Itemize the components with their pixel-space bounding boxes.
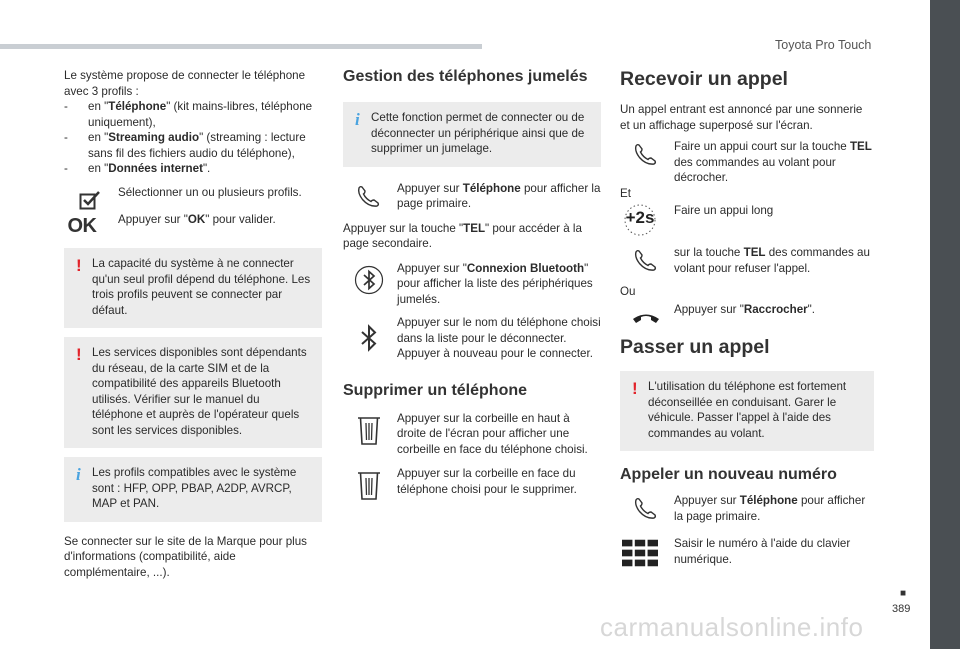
section-title-receive-call: Recevoir un appel [620, 68, 788, 90]
warning-box-profile: ! La capacité du système à ne connecter qu'un seul profil dépend du téléphone. Les trois profils peuvent se connecter par défaut. [64, 248, 322, 328]
chapter-sidebar [930, 0, 960, 649]
profile-item: - en "Téléphone" (kit mains-libres, téléphone uniquement), [64, 99, 322, 130]
warning-icon: ! [76, 256, 82, 275]
checkbox-icon [72, 185, 108, 215]
header-rule [0, 44, 482, 49]
incoming-call-intro: Un appel entrant est annoncé par une sonnerie et un affichage superposé sur l'écran. [620, 103, 863, 132]
column-3 [620, 68, 874, 567]
phone-handset-icon [628, 139, 664, 169]
info-box-profiles: i Les profils compatibles avec le système sont : HFP, OPP, PBAP, A2DP, AVRCP, MAP et PAN. [64, 457, 322, 522]
phone-handset-icon [351, 181, 387, 211]
phone-handset-icon [628, 245, 664, 275]
profile-item: - en "Données internet". [64, 161, 322, 177]
section-title-new-number: Appeler un nouveau numéro [620, 466, 837, 483]
step-short-press-tel: Faire un appui court sur la touche TEL des commandes au volant pour décrocher. [620, 139, 874, 186]
step-long-press: +2s Faire un appui long [620, 203, 874, 237]
section-title-delete-phone: Supprimer un téléphone [343, 381, 528, 399]
trash-icon [351, 415, 387, 445]
profiles-list [64, 99, 322, 177]
warning-box-driving: ! L'utilisation du téléphone est fortement déconseillée en conduisant. Garer le véhicule. Passer l'appel à l'aide des commandes au volant. [620, 371, 874, 451]
info-box-pairing: i Cette fonction permet de connecter ou de déconnecter un périphérique ainsi que de supprimer un jumelage. [343, 102, 601, 167]
ok-icon: OK [67, 215, 97, 238]
step-select-profiles: Sélectionner un ou plusieurs profils. [64, 185, 322, 201]
column-2 [343, 68, 601, 497]
step-trash-delete: Appuyer sur la corbeille en face du téléphone choisi pour le supprimer. [343, 466, 601, 497]
profile-item: - en "Streaming audio" (streaming : lecture sans fil des fichiers audio du téléphone), [64, 130, 322, 161]
keypad-icon [622, 538, 658, 568]
step-keypad: Saisir le numéro à l'aide du clavier numérique. [620, 536, 874, 567]
page-number: 389 [892, 603, 911, 615]
info-icon: i [355, 110, 360, 129]
step-refuse-call: sur la touche TEL des commandes au volant pour refuser l'appel. [620, 245, 874, 276]
bluetooth-icon [351, 323, 387, 353]
step-connect-disconnect: Appuyer sur le nom du téléphone choisi dans la liste pour le déconnecter. Appuyer à nouveau pour le connecter. [343, 315, 601, 362]
column-1 [64, 68, 322, 580]
header-title: Toyota Pro Touch [775, 38, 872, 52]
step-phone-primary-2: Appuyer sur Téléphone pour afficher la page primaire. [620, 493, 874, 524]
info-icon: i [76, 465, 81, 484]
section-title-make-call: Passer un appel [620, 336, 770, 358]
watermark: carmanualsonline.info [600, 612, 864, 642]
long-press-2s-icon: +2s [620, 203, 660, 237]
page-dot: ■ [900, 588, 907, 599]
warning-icon: ! [76, 345, 82, 364]
step-hang-up: Appuyer sur "Raccrocher". [620, 302, 874, 318]
section-title-paired-phones: Gestion des téléphones jumelés [343, 68, 588, 85]
trash-icon [351, 470, 387, 500]
brand-site-note: Se connecter sur le site de la Marque pour plus d'informations (compatibilité, aide complémentaire, ...). [64, 534, 307, 579]
step-phone-primary: Appuyer sur Téléphone pour afficher la page primaire. [343, 181, 601, 212]
step-validate-ok: OK Appuyer sur "OK" pour valider. [64, 212, 322, 242]
phone-handset-icon [628, 493, 664, 523]
warning-icon: ! [632, 379, 638, 398]
hang-up-icon [628, 302, 664, 332]
label-et: Et [620, 186, 631, 200]
tel-key-text: Appuyer sur la touche "TEL" pour accéder à la page secondaire. [343, 221, 582, 250]
warning-box-services: ! Les services disponibles sont dépendants du réseau, de la carte SIM et de la compatibilité des appareils Bluetooth utilisés. Vérifier sur le manuel du téléphone et auprès de l'opérateur quels sont les services disponibles. [64, 337, 322, 448]
profiles-intro: Le système propose de connecter le téléphone avec 3 profils : [64, 69, 306, 98]
bluetooth-connection-icon [351, 265, 387, 295]
label-ou: Ou [620, 285, 636, 298]
step-bluetooth-connection: Appuyer sur "Connexion Bluetooth" pour afficher la liste des périphériques jumelés. [343, 261, 601, 308]
step-trash-top: Appuyer sur la corbeille en haut à droite de l'écran pour afficher une corbeille en face du téléphone choisi. [343, 411, 601, 458]
